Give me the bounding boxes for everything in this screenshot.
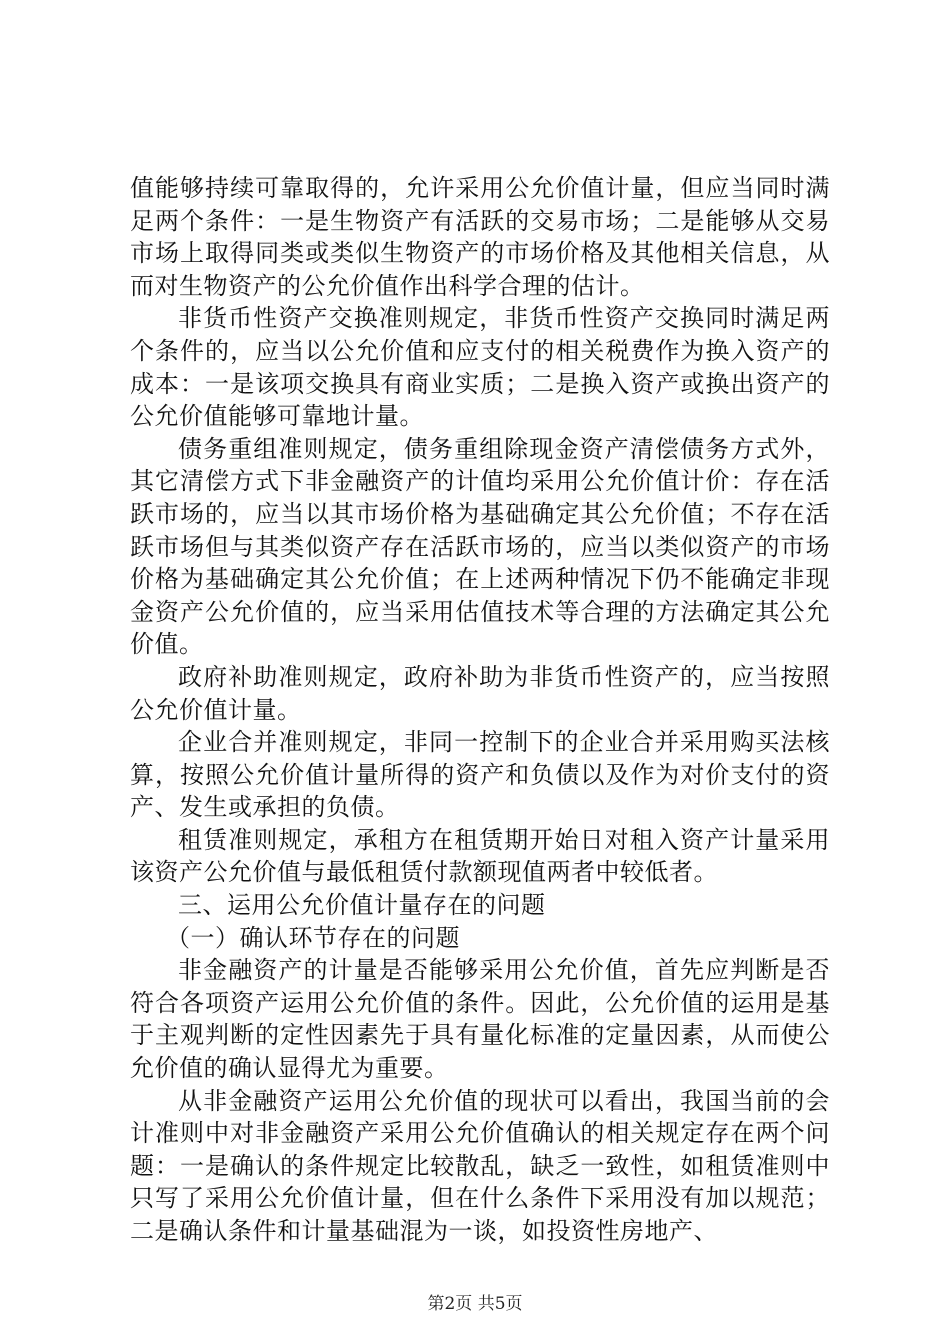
subsection-heading: （一）确认环节存在的问题 [166,923,460,952]
paragraph-continued: 值能够持续可靠取得的，允许采用公允价值计量，但应当同时满足两个条件：一是生物资产有活跃的交易市场；二是能够从交易市场上取得同类或类似生物资产的市场价格及其他相关信息，从而对生物资产的公允价值作出科学合理的估计。 [130,174,830,300]
paragraph-nonmonetary-exchange: 非货币性资产交换准则规定，非货币性资产交换同时满足两个条件的，应当以公允价值和应支付的相关税费作为换入资产的成本：一是该项交换具有商业实质；二是换入资产或换出资产的公允价值能够可靠地计量。 [130,304,830,431]
document-body [130,172,830,1248]
paragraph-current-status: 从非金融资产运用公允价值的现状可以看出，我国当前的会计准则中对非金融资产采用公允价值确认的相关规定存在两个问题：一是确认的条件规定比较散乱，缺乏一致性，如租赁准则中只写了采用公允价值计量，但在什么条件下采用没有加以规范；二是确认条件和计量基础混为一谈，如投资性房地产、 [130,1086,830,1245]
paragraph-debt-restructuring: 债务重组准则规定，债务重组除现金资产清偿债务方式外，其它清偿方式下非金融资产的计值均采用公允价值计价：存在活跃市场的，应当以其市场价格为基础确定其公允价值；不存在活跃市场但与其类似资产存在活跃市场的，应当以类似资产的市场价格为基础确定其公允价值；在上述两种情况下仍不能确定非现金资产公允价值的，应当采用估值技术等合理的方法确定其公允价值。 [130,434,830,659]
paragraph-business-combination: 企业合并准则规定，非同一控制下的企业合并采用购买法核算，按照公允价值计量所得的资产和负债以及作为对价支付的资产、发生或承担的负债。 [130,728,830,822]
page-footer: 第2页 共5页 [427,1294,523,1314]
section-heading: 三、运用公允价值计量存在的问题 [178,891,546,920]
paragraph-recognition-conditions: 非金融资产的计量是否能够采用公允价值，首先应判断是否符合各项资产运用公允价值的条件。因此，公允价值的运用是基于主观判断的定性因素先于具有量化标准的定量因素，从而使公允价值的确认显得尤为重要。 [130,956,830,1083]
paragraph-leases: 租赁准则规定，承租方在租赁期开始日对租入资产计量采用该资产公允价值与最低租赁付款额现值两者中较低者。 [130,825,830,887]
paragraph-government-grants: 政府补助准则规定，政府补助为非货币性资产的，应当按照公允价值计量。 [130,662,830,724]
